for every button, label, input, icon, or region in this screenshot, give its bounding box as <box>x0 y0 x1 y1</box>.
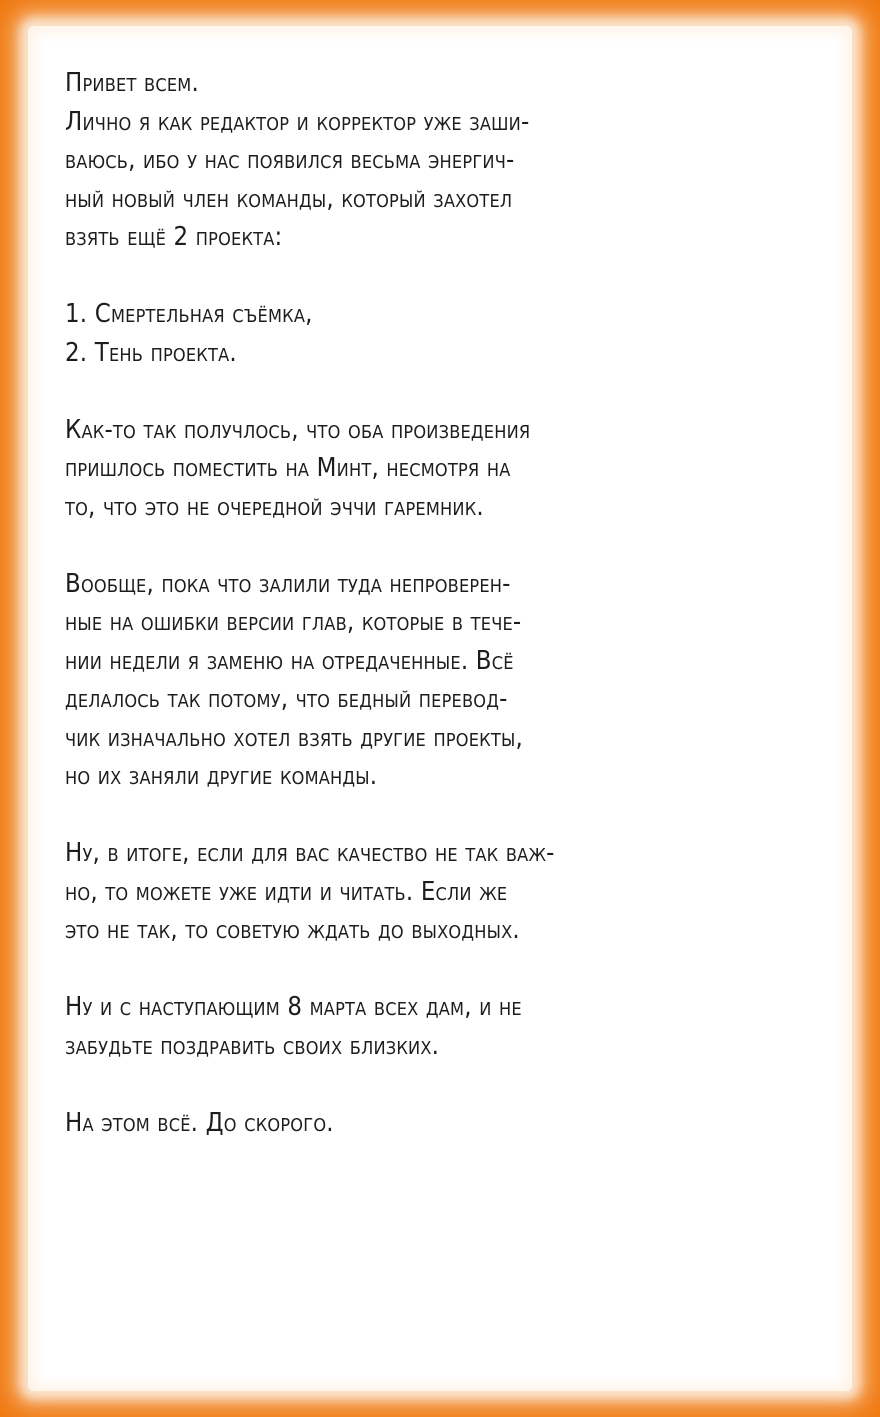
announcement-text <box>65 64 825 1142</box>
paragraph-unchecked-chapters: Вообще, пока что залили туда непроверен- ные на ошибки версии глав, которые в тече- нии недели я заменю на отредаченные. Всё делалось так потому, что бедный перевод- чик изначально хотел взять другие проекты, но их заняли другие команды. <box>65 568 523 791</box>
paragraph-march-8-greeting: Ну и с наступающим 8 марта всех дам, и не забудьте поздравить своих близких. <box>65 992 522 1061</box>
paragraph-quality-note: Ну, в итоге, если для вас качество не так важ- но, то можете уже идти и читать. Если же это не так, то советую ждать до выходных. <box>65 838 555 945</box>
paragraph-project-list: 1. Смертельная съёмка, 2. Тень проекта. <box>65 299 313 368</box>
paragraph-mint-hosting: Как-то так получлось, что оба произведения пришлось поместить на Минт, несмотря на то, что это не очередной эччи гаремник. <box>65 414 531 522</box>
paragraph-greeting: Привет всем. Лично я как редактор и корректор уже заши- ваюсь, ибо у нас появился весьма энергич- ный новый член команды, который захотел взять ещё 2 проекта: <box>65 68 530 252</box>
paragraph-farewell: На этом всё. До скорого. <box>65 1107 334 1138</box>
